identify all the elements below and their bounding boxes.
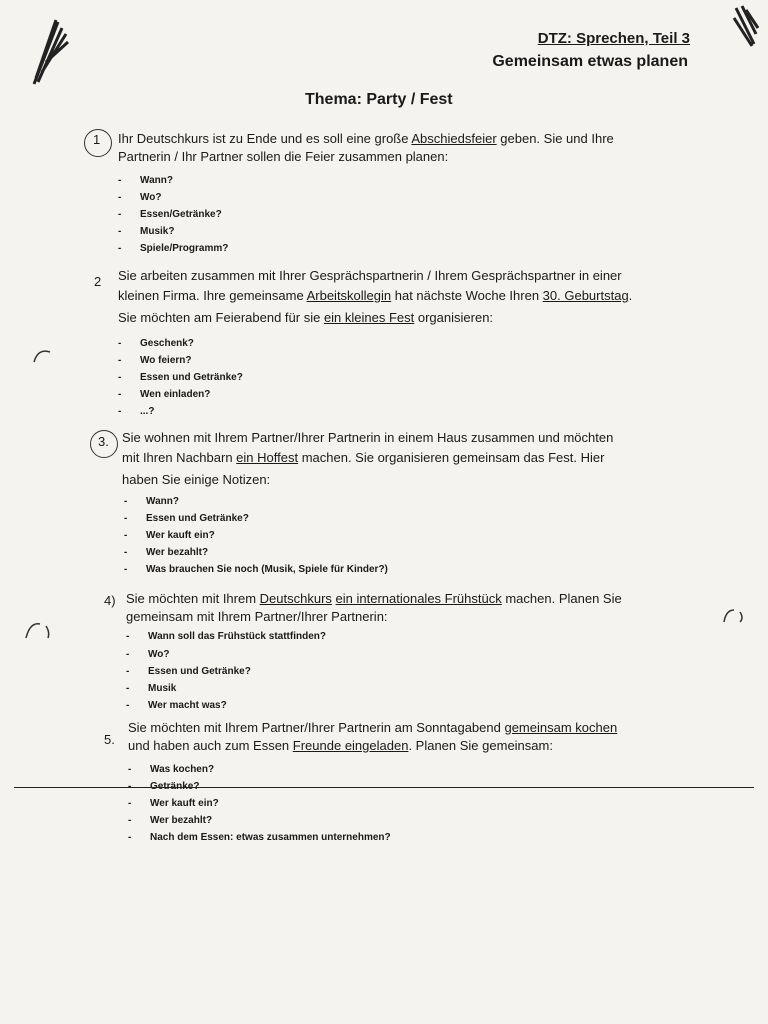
list-item: - Was brauchen Sie noch (Musik, Spiele für Kinder?) — [124, 564, 388, 575]
pen-scribble-mark-right — [732, 4, 760, 48]
list-item-text: Spiele/Programm? — [140, 243, 229, 254]
list-item: - Wo? — [126, 649, 170, 660]
text-segment: Sie möchten am Feierabend für sie — [118, 310, 324, 325]
list-item: - Wann soll das Frühstück stattfinden? — [126, 631, 326, 642]
list-item-text: Wer kauft ein? — [146, 530, 215, 541]
task-text-line — [128, 738, 553, 753]
list-item: - ...? — [118, 406, 155, 417]
list-item-text: Wann? — [140, 175, 173, 186]
page-title: Thema: Party / Fest — [305, 91, 453, 108]
list-item: - Essen und Getränke? — [126, 666, 251, 677]
text-segment: haben Sie einige Notizen: — [122, 472, 271, 487]
task-number: 3. — [98, 434, 109, 449]
list-item: - Essen/Getränke? — [118, 209, 222, 220]
task-text-line — [118, 310, 493, 325]
list-item: - Nach dem Essen: etwas zusammen unternehmen? — [128, 832, 391, 843]
list-item-text: Essen/Getränke? — [140, 209, 222, 220]
list-item-text: Nach dem Essen: etwas zusammen unternehmen? — [150, 832, 391, 843]
list-item-text: Geschenk? — [140, 338, 194, 349]
list-item-text: Wann? — [146, 496, 179, 507]
task-number: 4) — [104, 593, 116, 608]
list-item: - Getränke? — [128, 781, 200, 792]
list-item-text: Wer macht was? — [148, 700, 227, 711]
text-segment: Sie möchten mit Ihrem Partner/Ihrer Partnerin am Sonntagabend — [128, 720, 505, 735]
list-item: - Wo? — [118, 192, 162, 203]
text-segment: organisieren: — [414, 310, 494, 325]
underlined-text: gemeinsam kochen — [504, 720, 618, 735]
scan-mark — [30, 346, 56, 366]
exam-part-label: DTZ: Sprechen, Teil 3 — [537, 30, 690, 47]
underlined-text: Freunde eingeladen — [292, 738, 409, 753]
task-text-line — [126, 609, 388, 624]
task-number: 2 — [94, 274, 102, 289]
text-segment: machen. Planen Sie — [501, 591, 622, 606]
text-segment: . Planen Sie gemeinsam: — [408, 738, 553, 753]
list-item: - Spiele/Programm? — [118, 243, 229, 254]
list-item: - Essen und Getränke? — [118, 372, 243, 383]
list-item-text: Musik? — [140, 226, 175, 237]
text-segment: Partnerin / Ihr Partner sollen die Feier zusammen planen: — [118, 149, 449, 164]
scan-mark — [720, 606, 746, 626]
list-item: - Essen und Getränke? — [124, 513, 249, 524]
task-number: 5. — [104, 732, 115, 747]
list-item-text: Musik — [148, 683, 177, 694]
text-segment: und haben auch zum Essen — [128, 738, 293, 753]
task-text-line — [122, 430, 613, 445]
list-item: - Wer kauft ein? — [124, 530, 215, 541]
underlined-text: ein Hoffest — [236, 450, 299, 465]
list-item: - Wann? — [118, 175, 173, 186]
text-segment: . — [628, 288, 633, 303]
list-item: - Wann? — [124, 496, 179, 507]
list-item: - Wer kauft ein? — [128, 798, 219, 809]
list-item-text: Wann soll das Frühstück stattfinden? — [148, 631, 326, 642]
list-item-text: Essen und Getränke? — [146, 513, 249, 524]
pen-scribble-mark — [28, 12, 72, 90]
text-segment: machen. Sie organisieren gemeinsam das Fest. Hier — [298, 450, 605, 465]
task-text-line — [128, 720, 617, 735]
exam-subtitle: Gemeinsam etwas planen — [492, 53, 688, 70]
task-number: 1 — [93, 132, 101, 147]
text-segment: Sie wohnen mit Ihrem Partner/Ihrer Partnerin in einem Haus zusammen und möchten — [122, 430, 614, 445]
list-item: - Was kochen? — [128, 764, 215, 775]
list-item-text: Wo feiern? — [140, 355, 192, 366]
list-item-text: Wer bezahlt? — [150, 815, 213, 826]
underlined-text: 30. Geburtstag — [542, 288, 629, 303]
list-item-text: Wo? — [148, 649, 170, 660]
underlined-text: ein kleines Fest — [323, 310, 415, 325]
text-segment: gemeinsam mit Ihrem Partner/Ihrer Partnerin: — [126, 609, 388, 624]
list-item-text: Wen einladen? — [140, 389, 211, 400]
task-text-line — [122, 472, 270, 487]
task-text-line — [118, 149, 448, 164]
list-item: - Geschenk? — [118, 338, 194, 349]
text-segment: Ihr Deutschkurs ist zu Ende und es soll eine große — [118, 131, 412, 146]
list-item-text: Essen und Getränke? — [148, 666, 251, 677]
task-text-line — [118, 288, 632, 303]
list-item-text: Was brauchen Sie noch (Musik, Spiele für Kinder?) — [146, 564, 388, 575]
list-item-text: Wer bezahlt? — [146, 547, 209, 558]
text-segment: Sie arbeiten zusammen mit Ihrer Gesprächspartnerin / Ihrem Gesprächspartner in einer — [118, 268, 622, 283]
task-text-line — [126, 591, 622, 606]
list-item: - Musik — [126, 683, 177, 694]
underlined-text: Abschiedsfeier — [411, 131, 497, 146]
text-segment: geben. Sie und Ihre — [496, 131, 614, 146]
task-text-line — [118, 131, 614, 146]
text-segment: kleinen Firma. Ihre gemeinsame — [118, 288, 307, 303]
list-item-text: Wer kauft ein? — [150, 798, 219, 809]
underlined-text: Arbeitskollegin — [306, 288, 392, 303]
text-segment: hat nächste Woche Ihren — [391, 288, 543, 303]
task-text-line — [118, 268, 622, 283]
underlined-text: Deutschkurs — [259, 591, 332, 606]
task-text-line — [122, 450, 604, 465]
cut-line — [14, 787, 754, 788]
list-item-text: Wo? — [140, 192, 162, 203]
list-item-text: Getränke? — [150, 781, 200, 792]
text-segment: mit Ihren Nachbarn — [122, 450, 237, 465]
underlined-text: ein internationales Frühstück — [335, 591, 502, 606]
list-item: - Musik? — [118, 226, 175, 237]
list-item: - Wo feiern? — [118, 355, 192, 366]
list-item: - Wer macht was? — [126, 700, 227, 711]
text-segment: Sie möchten mit Ihrem — [126, 591, 260, 606]
list-item-text: Was kochen? — [150, 764, 215, 775]
list-item: - Wer bezahlt? — [124, 547, 209, 558]
scan-mark — [20, 620, 54, 642]
list-item-text: Essen und Getränke? — [140, 372, 243, 383]
list-item-text: ...? — [140, 406, 155, 417]
list-item: - Wen einladen? — [118, 389, 211, 400]
list-item: - Wer bezahlt? — [128, 815, 213, 826]
